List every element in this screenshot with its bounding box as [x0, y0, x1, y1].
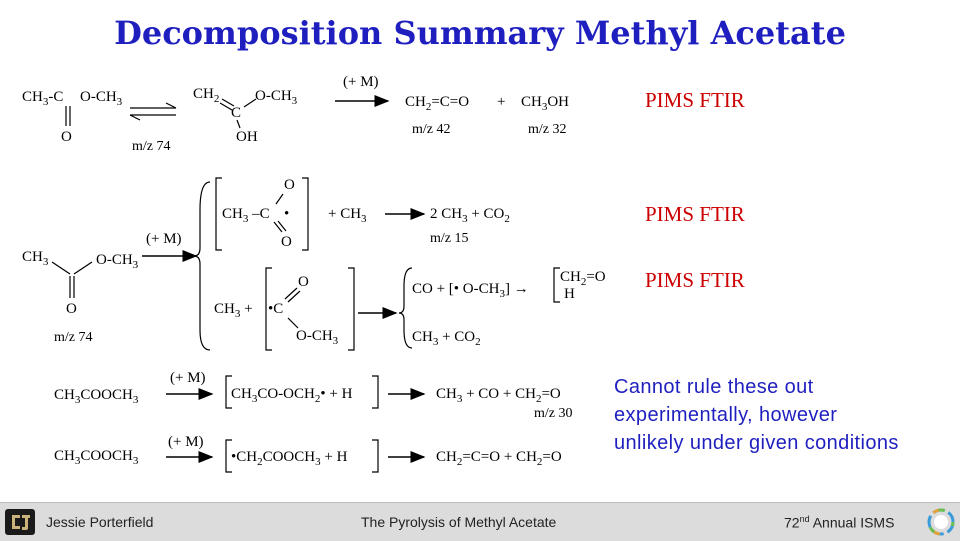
row3-reactant: $CH_3COOCH_3$ [54, 387, 139, 406]
svg-text:O-CH3: $O-CH_3$ [255, 88, 298, 107]
svg-text:CH3-C: $CH_3-C$ [22, 89, 64, 108]
row2-co2-branch: $CH_3 + CO_2$ [412, 329, 481, 348]
footer-talk-title: The Pyrolysis of Methyl Acetate [361, 514, 557, 530]
row1-mz42: m/z 42 [412, 122, 451, 137]
svg-text:CH2: $CH_2$ [193, 86, 220, 105]
footer-author: Jessie Porterfield [46, 514, 154, 530]
footer-bar [0, 502, 960, 541]
svg-text:H: H [564, 286, 575, 302]
svg-text:CH3CO-OCH2• + H: $CH_3CO-OCH_2• + H$ [231, 386, 353, 405]
row1-products: $CH_2=C=O$ [405, 94, 470, 113]
footer-conference: 72nd Annual ISMS [784, 514, 895, 531]
svg-text:O: O [66, 301, 77, 317]
row2-mz15: m/z 15 [430, 231, 469, 246]
svg-text:+ CH3: + $CH_3$ [328, 206, 367, 225]
row1-plus-m: (+ M) [343, 74, 379, 90]
svg-text:•CH2COOCH3 + H: $•CH_2COOCH_3 + H$ [231, 449, 348, 468]
isms-logo-icon [926, 507, 956, 537]
svg-text:CH3OH: $CH_3OH$ [521, 94, 570, 113]
row1-enol [193, 86, 298, 145]
svg-text:OH: OH [236, 129, 258, 145]
svg-text:O-CH3: $O-CH_3$ [96, 252, 139, 271]
unlikely-pathways-note: Cannot rule these out experimentally, however unlikely under given conditions [614, 376, 899, 454]
svg-text:O-CH3: $O-CH_3$ [296, 328, 339, 347]
pims-ftir-label-3: PIMS FTIR [645, 268, 745, 292]
row4-reactant: $CH_3COOCH_3$ [54, 448, 139, 467]
university-logo-icon [4, 507, 36, 537]
svg-text:•C: •C [268, 301, 284, 317]
svg-text:CH3 +: $CH_3$ + [214, 301, 253, 320]
row4-plus-m: (+ M) [168, 434, 204, 450]
pims-ftir-label-2: PIMS FTIR [645, 202, 745, 226]
methoxycarbonyl-radical [214, 274, 339, 347]
svg-text:O: O [298, 274, 309, 290]
row2-co-branch: CO + [• $O-CH_3$] → [412, 281, 529, 300]
row1-mz74: m/z 74 [132, 139, 171, 154]
svg-text:O: O [281, 234, 292, 250]
svg-text:CH3 + CO + CH2=O: $CH_3$ + CO + $CH_2=O$ [436, 386, 561, 405]
svg-text:+: + [497, 94, 506, 110]
row3-plus-m: (+ M) [170, 370, 206, 386]
svg-text:CH2=C=O + CH2=O: $CH_2=C=O + CH_2=O$ [436, 449, 562, 468]
row1-methyl-acetate [22, 89, 123, 145]
pims-ftir-label-1: PIMS FTIR [645, 88, 745, 112]
svg-text:O-CH3: $O-CH_3$ [80, 89, 123, 108]
svg-text:O: O [284, 177, 295, 193]
row2-reactant [22, 249, 139, 345]
svg-text:2 CH3 + CO2: 2 $CH_3 + CO_2$ [430, 206, 510, 225]
svg-text:CH3 –C: $CH_3$ –C [222, 206, 270, 225]
svg-text:CH3: $CH_3$ [22, 249, 49, 268]
row2-mz74: m/z 74 [54, 330, 93, 345]
svg-text:CH2=O: $CH_2=O$ [560, 269, 606, 288]
row2-plus-m: (+ M) [146, 231, 182, 247]
slide-title: Decomposition Summary Methyl Acetate [114, 14, 846, 52]
row1-equilibrium-arrow [130, 103, 176, 120]
acetyl-radical [222, 177, 295, 250]
row3-mz30: m/z 30 [534, 406, 573, 421]
svg-text:•: • [284, 206, 290, 222]
svg-text:C: C [231, 105, 242, 121]
row1-mz32: m/z 32 [528, 122, 567, 137]
svg-text:O: O [61, 129, 72, 145]
